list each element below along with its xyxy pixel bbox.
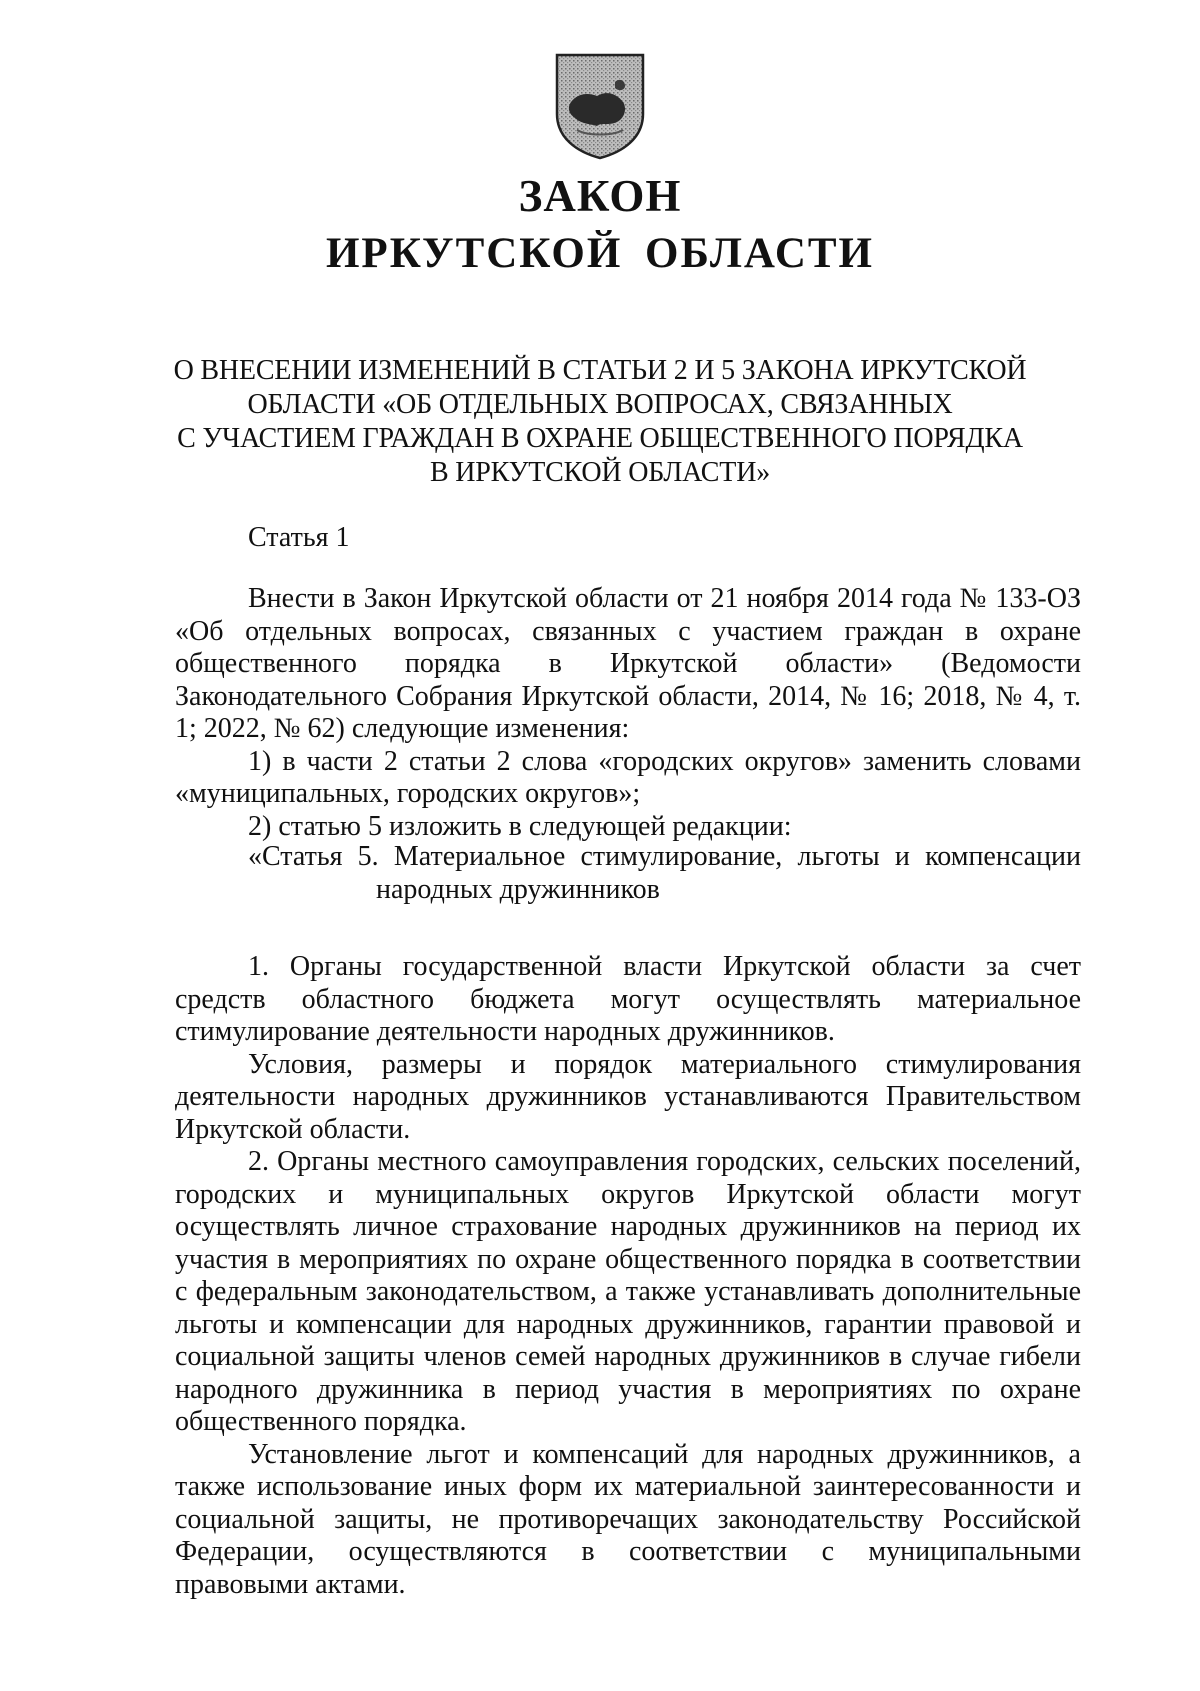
law-name-line: В ИРКУТСКОЙ ОБЛАСТИ» [429, 457, 771, 488]
law-name [150, 354, 1050, 490]
article-1-body [175, 583, 1081, 843]
law-name-line: ОБЛАСТИ «ОБ ОТДЕЛЬНЫХ ВОПРОСАХ, СВЯЗАННЫХ [247, 389, 953, 420]
article-1-intro: Внести в Закон Иркутской области от 21 ноября 2014 года № 133-ОЗ «Об отдельных вопросах, связанных с участием граждан в охране общественного порядка в Иркутской области» (Ведомости Законодательного Собрания Иркутской области, 2014, № 16; 2018, № 4, т. 1; 2022, № 62) следующие изменения: [175, 583, 1081, 744]
law-title: ЗАКОН [518, 171, 682, 221]
article-1-label: Статья 1 [248, 522, 350, 553]
law-name-line: С УЧАСТИЕМ ГРАЖДАН В ОХРАНЕ ОБЩЕСТВЕННОГО ПОРЯДКА [177, 423, 1023, 454]
article-5-heading [248, 841, 1081, 906]
article-5-paragraph: Условия, размеры и порядок материального стимулирования деятельности народных дружинников устанавливаются Правительством Иркутской области. [175, 1048, 1081, 1145]
article-1-item-2: 2) статью 5 изложить в следующей редакции: [248, 810, 792, 842]
article-5-paragraph: 2. Органы местного самоуправления городских, сельских поселений, городских и муниципальных округов Иркутской области могут осуществлять личное страхование народных дружинников на период их участия в мероприятиях по охране общественного порядка в соответствии с федеральным законодательством, а также устанавливать дополнительные льготы и компенсации для народных дружинников, гарантии правовой и социальной защиты членов семей народных дружинников в случае гибели народного дружинника в период участия в мероприятиях по охране общественного порядка. [175, 1146, 1081, 1437]
article-5-body [175, 951, 1081, 1601]
law-name-line: О ВНЕСЕНИИ ИЗМЕНЕНИЙ В СТАТЬИ 2 И 5 ЗАКОНА ИРКУТСКОЙ [173, 355, 1027, 386]
article-1-item-1: 1) в части 2 статьи 2 слова «городских округов» заменить словами «муниципальных, городских округов»; [175, 745, 1081, 809]
article-5-paragraph: 1. Органы государственной власти Иркутской области за счет средств областного бюджета могут осуществлять материальное стимулирование деятельности народных дружинников. [175, 951, 1081, 1047]
coat-of-arms-icon [553, 52, 647, 160]
article-5-heading-line: «Статья 5. Материальное стимулирование, льготы и компенсации [248, 841, 1081, 872]
article-5-heading-line: народных дружинников [376, 873, 660, 905]
region-title: ИРКУТСКОЙ ОБЛАСТИ [325, 230, 874, 277]
article-5-paragraph: Установление льгот и компенсаций для народных дружинников, а также использование иных форм их материальной заинтересованности и социальной защиты, не противоречащих законодательству Российской Федерации, осуществляются в соответствии с муниципальными правовыми актами. [175, 1438, 1081, 1600]
